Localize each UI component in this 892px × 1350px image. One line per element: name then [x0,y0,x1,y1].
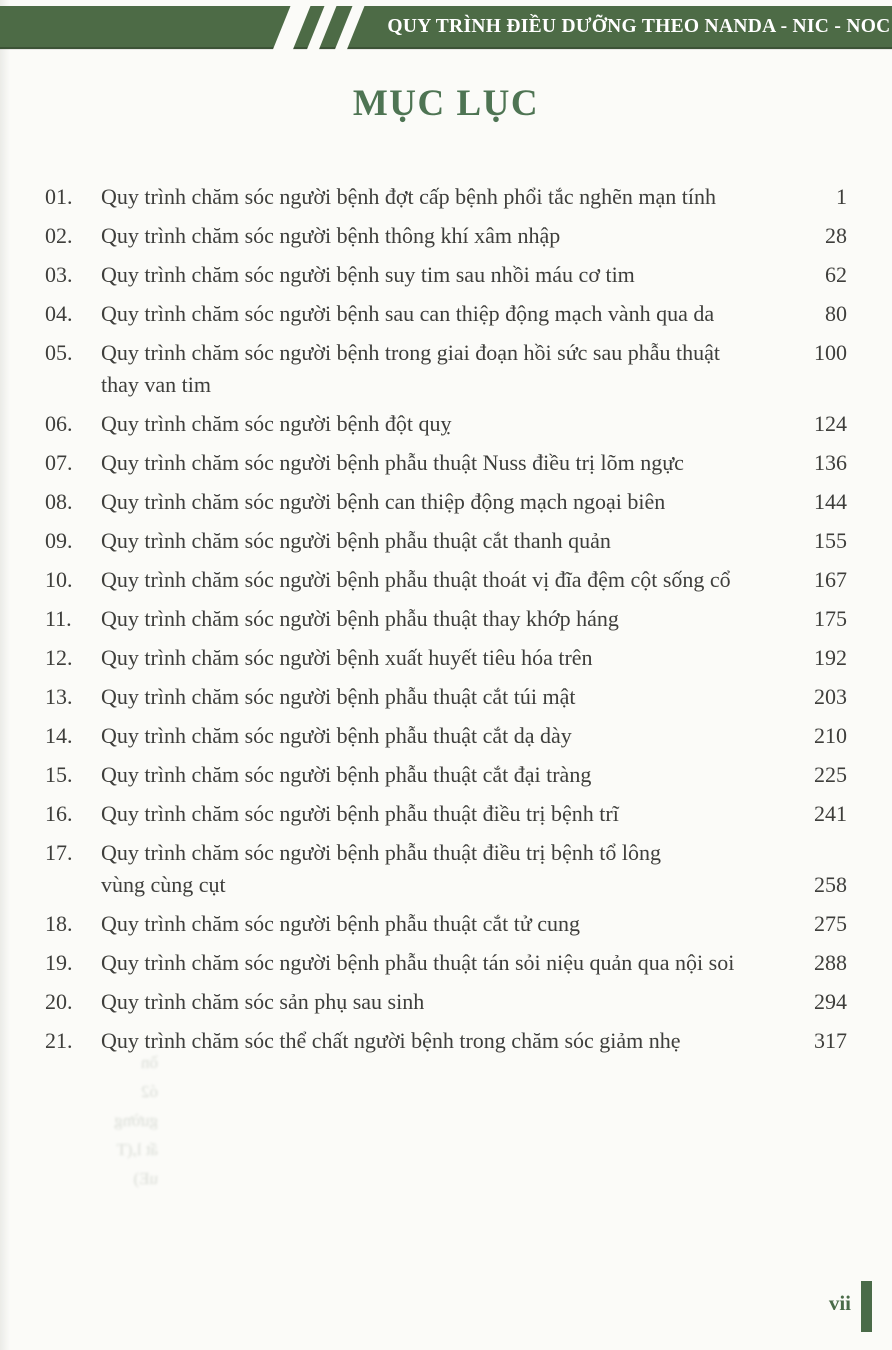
toc-entry-title [101,298,791,330]
toc-entry-number: 19. [45,950,73,975]
toc-entry-title [101,837,791,901]
toc-entry-title-line: Quy trình chăm sóc người bệnh phẫu thuật thoát vị đĩa đệm cột sống cổ [101,567,731,592]
toc-entry [45,337,847,401]
toc-entry-page-number: 225 [814,762,847,787]
toc-entry-title-line: Quy trình chăm sóc người bệnh phẫu thuật cắt đại tràng [101,762,592,787]
toc-entry [45,181,847,213]
toc-entry-number: 13. [45,684,73,709]
toc-entry-number: 15. [45,762,73,787]
toc-entry-page-number: 288 [814,950,847,975]
header-bar [0,6,892,49]
toc-entry [45,986,847,1018]
toc-entry-page-number: 203 [814,684,847,709]
toc-entry-title-line: Quy trình chăm sóc người bệnh phẫu thuật cắt thanh quản [101,528,611,553]
toc-entry-title [101,447,791,479]
toc-entry-page-number: 1 [836,184,847,209]
toc-entry-page-number: 317 [814,1028,847,1053]
toc-entry-title [101,337,791,401]
toc-entry-title [101,642,791,674]
toc-entry [45,681,847,713]
toc-entry-title [101,986,791,1018]
toc-entry-page-number: 80 [825,301,847,326]
toc-entry-title-line: thay van tim [101,372,211,397]
folio-page-number: vii [828,1291,851,1315]
toc-entry-page-number: 275 [814,911,847,936]
toc-entry [45,642,847,674]
toc-entry [45,525,847,557]
toc-entry [45,908,847,940]
running-head-title: QUY TRÌNH ĐIỀU DƯỠNG THEO NANDA - NIC - NOC [387,15,891,37]
toc-entry [45,837,847,901]
toc-entry [45,298,847,330]
diagonal-stripe [273,4,312,50]
toc-entry-title-line: Quy trình chăm sóc người bệnh suy tim sau nhồi máu cơ tim [101,262,635,287]
toc-entry-page-number: 136 [814,450,847,475]
toc-entry-number: 14. [45,723,73,748]
toc-entry [45,259,847,291]
toc-entry-number: 10. [45,567,73,592]
toc-entry-title-line: Quy trình chăm sóc người bệnh can thiệp động mạch ngoại biên [101,489,666,514]
diagonal-stripes-icon [282,4,392,50]
bleedthrough-artifact [0,1048,158,1193]
toc-entry [45,720,847,752]
toc-entry-page-number: 241 [814,801,847,826]
toc-entry-page-number: 144 [814,489,847,514]
toc-entry-title-line: Quy trình chăm sóc người bệnh phẫu thuật điều trị bệnh trĩ [101,801,619,826]
bleedthrough-line: gường [114,1111,158,1130]
toc-entry-number: 03. [45,262,73,287]
toc-entry-number: 08. [45,489,73,514]
toc-entry-page-number: 210 [814,723,847,748]
toc-entry [45,486,847,518]
toc-entry-page-number: 28 [825,223,847,248]
toc-entry-title-line: Quy trình chăm sóc người bệnh xuất huyết tiêu hóa trên [101,645,593,670]
toc-entry-number: 01. [45,184,73,209]
toc-entry-page-number: 175 [814,606,847,631]
footer-accent-bar [861,1281,872,1332]
bleedthrough-line: ồn [141,1053,158,1072]
toc-entry-title [101,220,791,252]
toc-entry-page-number: 167 [814,567,847,592]
toc-entry [45,759,847,791]
toc-entry-number: 05. [45,340,73,365]
toc-entry-title [101,603,791,635]
toc-entry-title-line: Quy trình chăm sóc người bệnh phẫu thuật điều trị bệnh tổ lông [101,840,662,865]
toc-entry-number: 07. [45,450,73,475]
toc-entry-title [101,908,791,940]
toc-entry-title-line: Quy trình chăm sóc người bệnh trong giai đoạn hồi sức sau phẫu thuật [101,340,720,365]
toc-entry-page-number: 258 [814,872,847,897]
toc-list [45,181,847,1064]
toc-entry-number: 06. [45,411,73,436]
diagonal-stripe [335,4,366,50]
toc-entry-page-number: 100 [814,340,847,365]
toc-entry [45,603,847,635]
toc-entry-title [101,486,791,518]
bleedthrough-line: ó2 [141,1082,158,1101]
toc-entry-title-line: Quy trình chăm sóc người bệnh đợt cấp bệnh phổi tắc nghẽn mạn tính [101,184,717,209]
toc-entry [45,1025,847,1057]
toc-entry-title-line: Quy trình chăm sóc người bệnh phẫu thuật tán sỏi niệu quản qua nội soi [101,950,735,975]
page-title: MỤC LỤC [352,83,540,124]
toc-entry-page-number: 294 [814,989,847,1014]
toc-entry-title [101,798,791,830]
toc-entry-title [101,720,791,752]
toc-entry-page-number: 124 [814,411,847,436]
toc-entry-number: 04. [45,301,73,326]
diagonal-stripe [307,4,338,50]
toc-entry-title-line: Quy trình chăm sóc người bệnh thông khí xâm nhập [101,223,561,248]
toc-entry-number: 21. [45,1028,73,1053]
toc-entry-title [101,564,791,596]
toc-entry-page-number: 155 [814,528,847,553]
toc-entry-page-number: 62 [825,262,847,287]
toc-entry-title-line: Quy trình chăm sóc người bệnh phẫu thuật cắt túi mật [101,684,576,709]
toc-entry-title [101,408,791,440]
toc-entry-title [101,759,791,791]
toc-entry-title-line: Quy trình chăm sóc thể chất người bệnh trong chăm sóc giảm nhẹ [101,1028,681,1053]
toc-entry-number: 17. [45,840,73,865]
toc-entry-title-line: Quy trình chăm sóc người bệnh đột quỵ [101,411,452,436]
toc-entry [45,564,847,596]
toc-entry-title [101,1025,791,1057]
toc-entry-number: 16. [45,801,73,826]
toc-entry [45,447,847,479]
toc-entry-title [101,681,791,713]
toc-entry [45,220,847,252]
bleedthrough-line: uE) [133,1169,158,1188]
toc-entry-number: 02. [45,223,73,248]
toc-entry-number: 11. [45,606,72,631]
toc-entry-number: 12. [45,645,73,670]
toc-entry-number: 20. [45,989,73,1014]
scan-edge-shadow [0,0,10,1350]
toc-entry-title [101,259,791,291]
toc-entry-title [101,525,791,557]
toc-entry-title-line: vùng cùng cụt [101,872,226,897]
toc-entry [45,408,847,440]
toc-entry-page-number: 192 [814,645,847,670]
toc-entry-title-line: Quy trình chăm sóc người bệnh phẫu thuật cắt dạ dày [101,723,572,748]
toc-entry-title-line: Quy trình chăm sóc người bệnh phẫu thuật Nuss điều trị lõm ngực [101,450,684,475]
toc-entry-title-line: Quy trình chăm sóc người bệnh phẫu thuật cắt tử cung [101,911,581,936]
toc-entry-title [101,181,791,213]
toc-entry-title-line: Quy trình chăm sóc người bệnh phẫu thuật thay khớp háng [101,606,619,631]
toc-entry-title-line: Quy trình chăm sóc người bệnh sau can thiệp động mạch vành qua da [101,301,715,326]
bleedthrough-line: ất l,(T [116,1140,158,1159]
toc-entry [45,947,847,979]
toc-entry-number: 09. [45,528,73,553]
toc-entry-title-line: Quy trình chăm sóc sản phụ sau sinh [101,989,425,1014]
toc-entry-number: 18. [45,911,73,936]
toc-entry [45,798,847,830]
toc-entry-title [101,947,791,979]
